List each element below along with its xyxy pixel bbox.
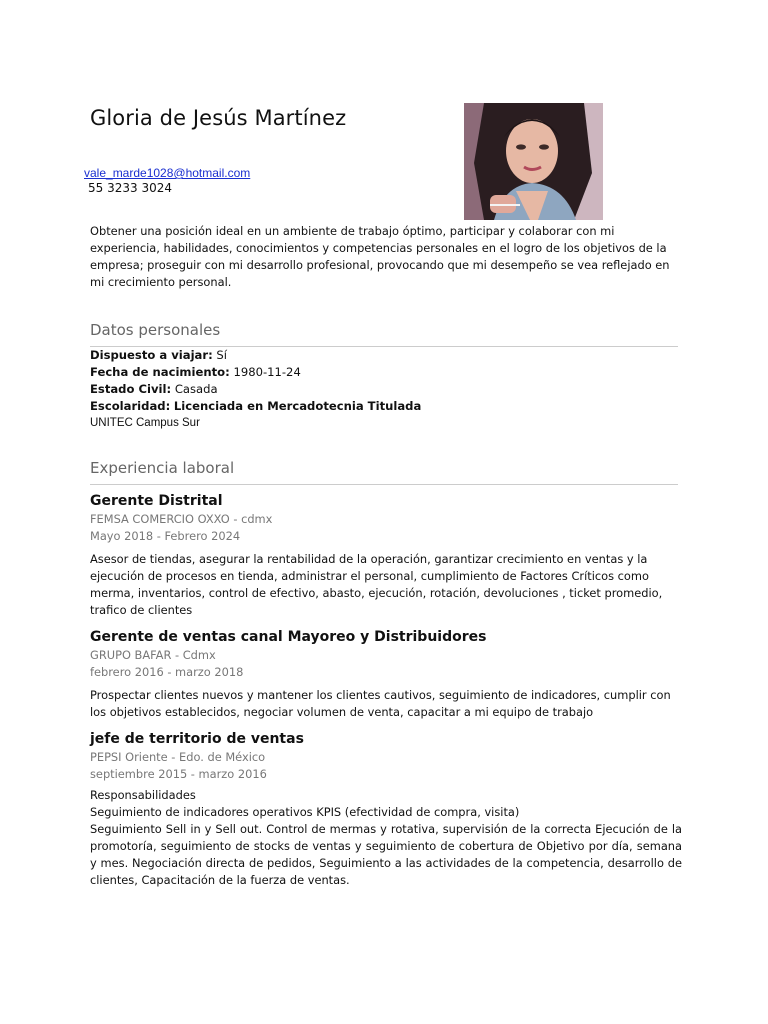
company-name: FEMSA COMERCIO OXXO [90,512,230,526]
company-location: cdmx [241,512,273,526]
portrait-graphic [464,103,603,220]
section-title-personal: Datos personales [90,321,221,339]
job-company [90,511,682,528]
job-dates: septiembre 2015 - marzo 2016 [90,767,267,781]
email-link[interactable]: vale_marde1028@hotmail.com [84,166,251,180]
education-row [90,398,421,415]
job-dates: Mayo 2018 - Febrero 2024 [90,529,241,543]
job-entry [90,628,682,721]
birth-row [90,364,421,381]
section-divider [90,484,678,485]
education-label: Escolaridad: [90,399,171,413]
job-title: Gerente Distrital [90,493,223,509]
company-name: GRUPO BAFAR [90,648,172,662]
company-location: Edo. de México [179,750,266,764]
section-title-experience: Experiencia laboral [90,459,235,477]
travel-label: Dispuesto a viajar: [90,348,213,362]
company-separator: - [229,512,242,526]
candidate-name: Gloria de Jesús Martínez [90,106,347,130]
company-separator: - [167,750,180,764]
job-company [90,647,682,664]
responsibility-line: Seguimiento de indicadores operativos KPIS (efectividad de compra, visita) [90,805,520,819]
education-value: Licenciada en Mercadotecnia Titulada [173,399,422,413]
job-title: jefe de territorio de ventas [90,731,304,747]
job-title: Gerente de ventas canal Mayoreo y Distribuidores [90,629,487,645]
birth-value: 1980-11-24 [233,365,301,379]
school-name: UNITEC Campus Sur [90,417,200,429]
responsibility-line: Seguimiento Sell in y Sell out. Control de mermas y rotativa, supervisión de la correcta Ejecución de la promotoría, seguimiento de stocks de ventas y seguimiento de cobertura de Objetivo por día, semana y mes. Negociación directa de pedidos, Seguimiento a las actividades de la competencia, desarrollo de clientes, Capacitación de la fuerza de ventas. [90,822,682,887]
job-company [90,749,682,766]
company-separator: - [171,648,183,662]
job-entry [90,730,682,889]
job-description: Asesor de tiendas, asegurar la rentabilidad de la operación, garantizar crecimiento en ventas y la ejecución de procesos en tienda, administrar el personal, cumplimiento de Factores Críticos como merma, inventarios, control de efectivo, abasto, ejecución, rotación, devoluciones , ticket promedio, trafico de clientes [90,552,663,617]
birth-label: Fecha de nacimiento: [90,365,230,379]
company-name: PEPSI Oriente [90,750,168,764]
travel-row [90,347,421,364]
phone-number: 55 3233 3024 [88,181,172,195]
job-description: Prospectar clientes nuevos y mantener los clientes cautivos, seguimiento de indicadores, cumplir con los objetivos establecidos, negociar volumen de venta, capacitar a mi equipo de trabajo [90,688,671,719]
objective-text: Obtener una posición ideal en un ambiente de trabajo óptimo, participar y colaborar con mi experiencia, habilidades, conocimientos y competencias personales en el logro de los objetivos de la empresa; proseguir con mi desarrollo profesional, provocando que mi desempeño se vea reflejado en mi crecimiento personal. [90,224,670,289]
responsibilities-label: Responsabilidades [90,788,196,802]
travel-value: Sí [216,348,228,362]
civil-label: Estado Civil: [90,382,172,396]
job-entry [90,492,682,619]
job-dates: febrero 2016 - marzo 2018 [90,665,244,679]
civil-value: Casada [174,382,218,396]
personal-data [90,347,421,432]
profile-photo [464,103,603,220]
company-location: Cdmx [182,648,216,662]
civil-row [90,381,421,398]
